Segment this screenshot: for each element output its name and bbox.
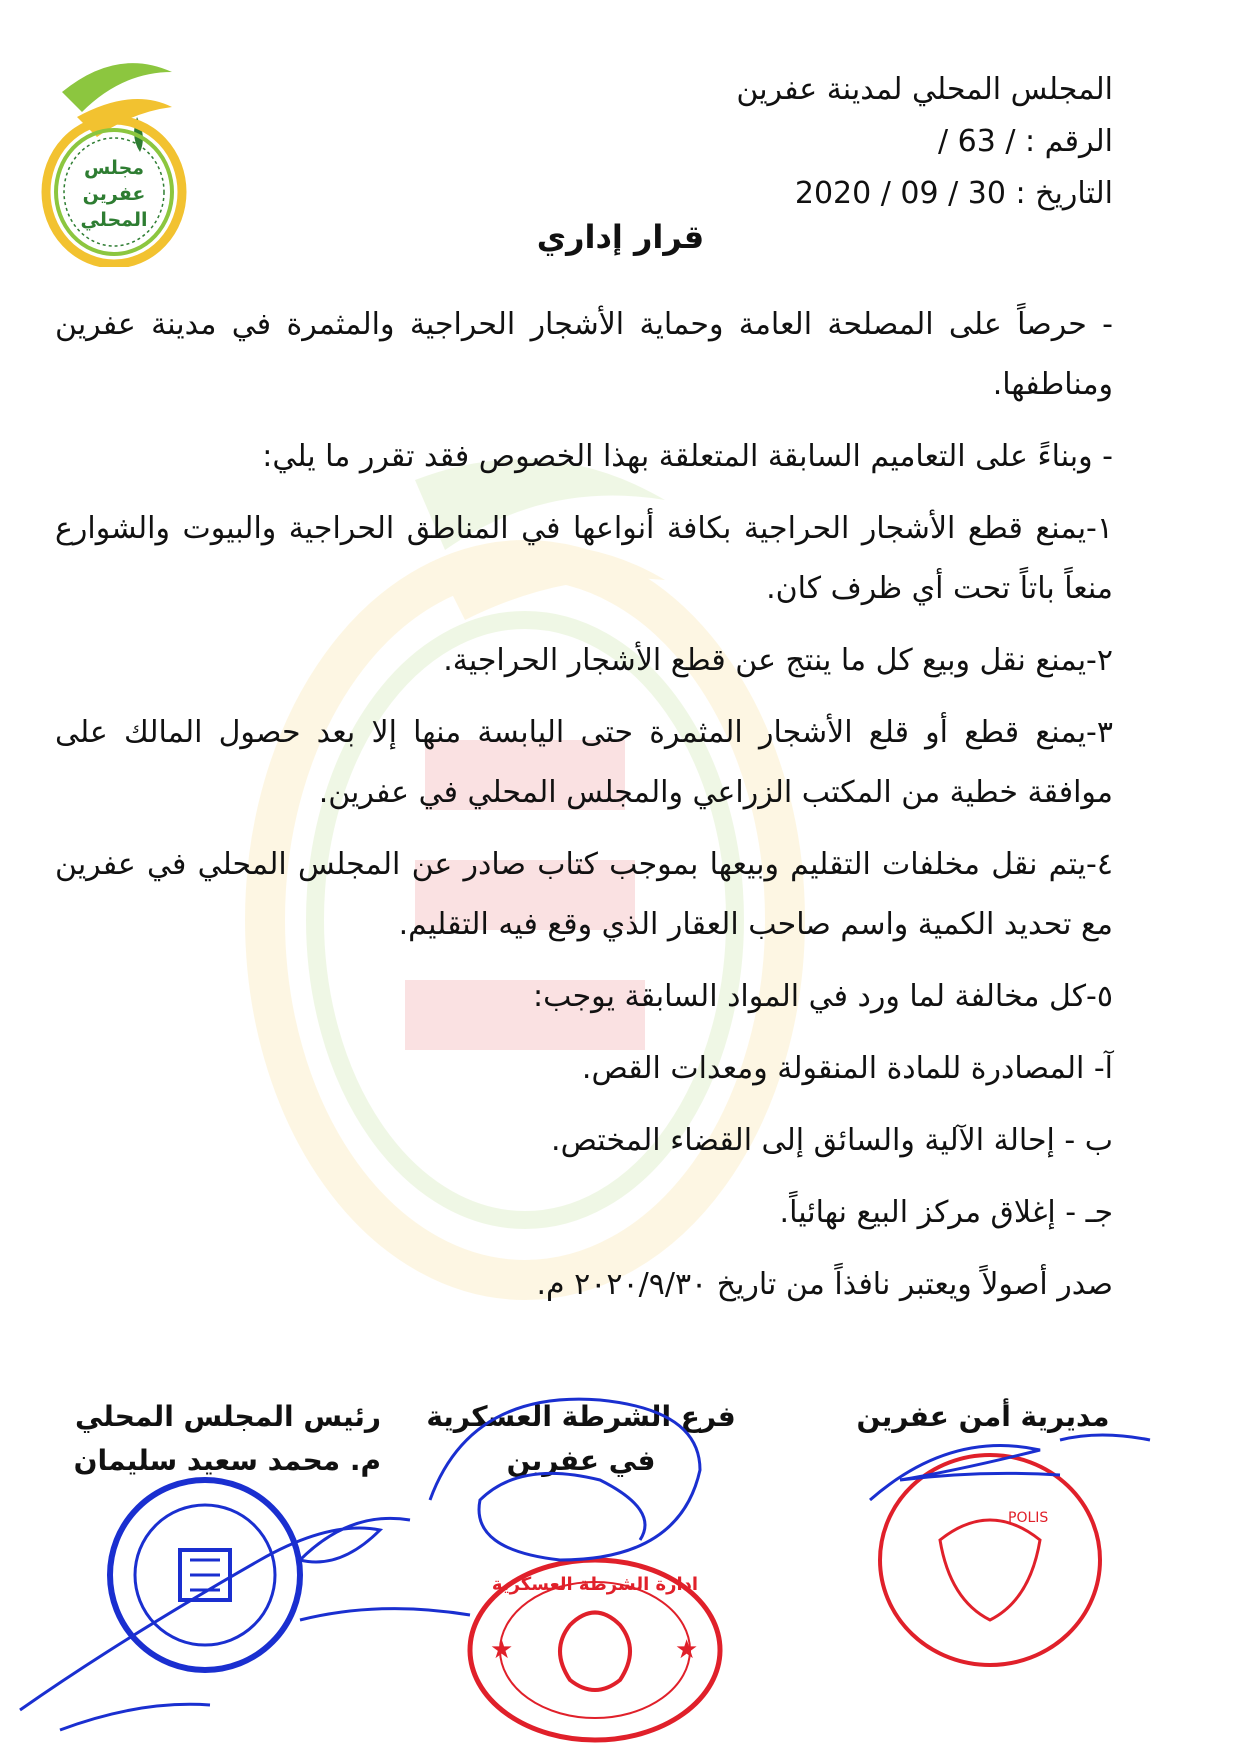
intro-paragraph-2: - وبناءً على التعاميم السابقة المتعلقة بهذا الخصوص فقد تقرر ما يلي: [262,439,1113,474]
logo-line-1: مجلس [83,157,145,179]
security-signature [870,1435,1150,1500]
article-3: ٣-يمنع قطع أو قلع الأشجار المثمرة حتى اليابسة منها إلا بعد حصول المالك على موافقة خطية من المكتب الزراعي والمجلس المحلي في عفرين. [55,715,1113,810]
number-label: الرقم : [1025,124,1113,159]
council-signature [20,1518,470,1730]
letter-header [736,64,1113,220]
closing-statement: صدر أصولاً ويعتبر نافذاً من تاريخ ٢٠٢٠/٩/٣٠ م. [536,1267,1113,1302]
council-stamp [110,1480,300,1670]
article-4: ٤-يتم نقل مخلفات التقليم وبيعها بموجب كتاب صادر عن المجلس المحلي في عفرين مع تحديد الكمية واسم صاحب العقار الذي وقع فيه التقليم. [55,847,1113,942]
security-signatory [853,1395,1113,1439]
security-title: مديرية أمن عفرين [856,1400,1110,1433]
article-5: ٥-كل مخالفة لما ورد في المواد السابقة يوجب: [533,979,1113,1014]
penalty-c: جـ - إغلاق مركز البيع نهائياً. [779,1195,1113,1230]
letter-date [736,168,1113,220]
document-title: قرار إداري [536,218,705,256]
logo-line-3: المحلي [80,209,148,231]
reference-number [736,116,1113,168]
penalty-a: آ- المصادرة للمادة المنقولة ومعدات القص. [581,1051,1113,1086]
police-location: في عفرين [506,1444,656,1477]
number-value: / 63 / [938,124,1016,159]
article-2: ٢-يمنع نقل وبيع كل ما ينتج عن قطع الأشجار الحراجية. [443,643,1113,678]
police-signatory [421,1395,741,1483]
logo-line-2: عفرين [82,183,146,205]
date-label: التاريخ : [1015,176,1113,211]
article-1: ١-يمنع قطع الأشجار الحراجية بكافة أنواعها في المناطق الحراجية والبيوت والشوارع منعاً باتاً تحت أي ظرف كان. [55,511,1113,606]
security-stamp-text: POLIS [1008,1510,1049,1526]
penalty-b: ب - إحالة الآلية والسائق إلى القضاء المختص. [551,1123,1113,1158]
council-name: المجلس المحلي لمدينة عفرين [736,72,1113,107]
svg-text:★: ★ [675,1635,699,1665]
council-head-name: م. محمد سعيد سليمان [73,1444,381,1477]
police-stamp [470,1560,720,1740]
council-head-title: رئيس المجلس المحلي [74,1400,381,1433]
decision-body [55,295,1113,1327]
svg-text:★: ★ [490,1635,514,1665]
police-title: فرع الشرطة العسكرية [426,1400,736,1433]
date-value: 2020 / 09 / 30 [794,176,1006,211]
police-stamp-text: ادارة الشرطة العسكرية [491,1574,699,1595]
council-signatory [61,1395,381,1483]
security-stamp [880,1455,1100,1665]
intro-paragraph-1: - حرصاً على المصلحة العامة وحماية الأشجار الحراجية والمثمرة في مدينة عفرين ومناطفها. [55,307,1113,402]
